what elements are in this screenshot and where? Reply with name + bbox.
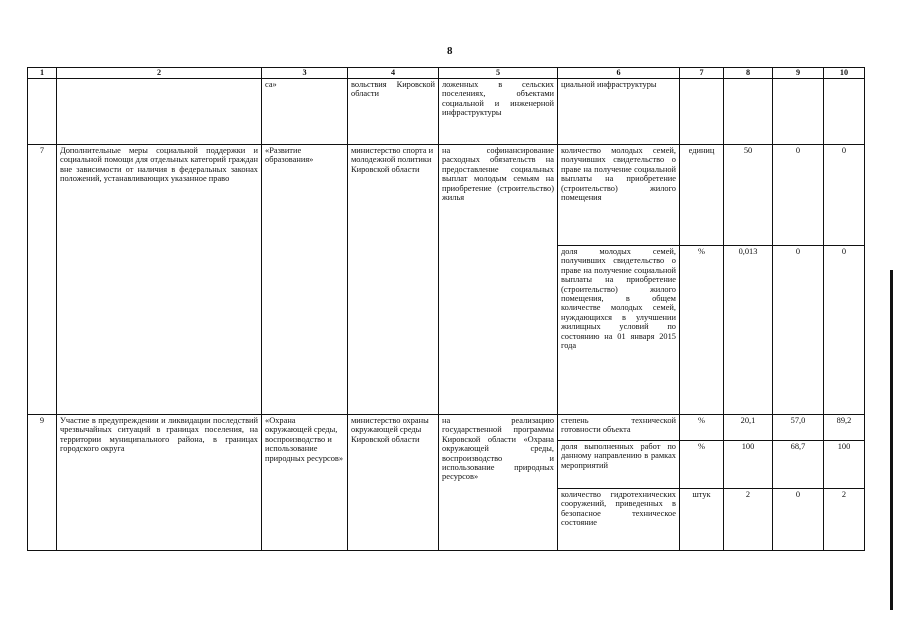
col-header: 8 [724,68,773,79]
header-row [28,68,865,79]
value-cell: 100 [724,441,773,489]
indicator-name: доля выполненных работ по данному направлению в рамках мероприятий [558,441,680,489]
indicator-name: доля молодых семей, получивших свидетельство о праве на получение социальной выплаты на приобретение (строительство) жилого помещения, в общем количестве молодых семей, нуждающихся в улучшении жилищных условий по состоянию на 01 января 2015 года [558,246,680,415]
program-cell: са» [262,79,348,145]
program-cell: «Развитие образования» [262,145,348,415]
unit-cell: % [680,246,724,415]
table-cell [773,79,824,145]
page-number: 8 [447,45,453,57]
value-cell: 89,2 [824,415,865,441]
col-header: 4 [348,68,439,79]
col-header: 1 [28,68,57,79]
task-cell: Участие в предупреждении и ликвидации последствий чрезвычайных ситуаций в границах поселения, на территории муниципального района, в границах городского округа [57,415,262,551]
executor-cell: министерство спорта и молодежной политики Кировской области [348,145,439,415]
indicator-name: количество молодых семей, получивших свидетельство о праве на получение социальной выплаты на приобретение (строительство) жилого помещения [558,145,680,246]
table-row [28,415,865,441]
purpose-cell: ложенных в сельских поселениях, объектами социальной и инженерной инфраструктуры [439,79,558,145]
value-cell: 100 [824,441,865,489]
col-header: 3 [262,68,348,79]
table-cell [680,79,724,145]
value-cell: 0 [773,145,824,246]
unit-cell: штук [680,489,724,551]
indicator-name: степень технической готовности объекта [558,415,680,441]
table-cell [724,79,773,145]
unit-cell: % [680,415,724,441]
row-number: 9 [28,415,57,551]
table-cell [28,79,57,145]
col-header: 9 [773,68,824,79]
value-cell: 57,0 [773,415,824,441]
value-cell: 20,1 [724,415,773,441]
col-header: 5 [439,68,558,79]
scan-edge-mark [890,270,893,610]
table-cell [824,79,865,145]
row-number: 7 [28,145,57,415]
continuation-row [28,79,865,145]
col-header: 7 [680,68,724,79]
indicator-cell: циальной инфраструктуры [558,79,680,145]
value-cell: 50 [724,145,773,246]
value-cell: 0 [824,145,865,246]
program-cell: «Охрана окружающей среды, воспроизводство и использование природных ресурсов» [262,415,348,551]
indicator-name: количество гидротехнических сооружений, приведенных в безопасное техническое состояние [558,489,680,551]
value-cell: 0 [824,246,865,415]
unit-cell: % [680,441,724,489]
value-cell: 0 [773,246,824,415]
col-header: 2 [57,68,262,79]
task-cell: Дополнительные меры социальной поддержки и социальной помощи для отдельных категорий граждан вне зависимости от наличия в федеральных законах положений, устанавливающих указанное право [57,145,262,415]
col-header: 10 [824,68,865,79]
purpose-cell: на софинансирование расходных обязательств на предоставление социальных выплат молодым семьям на приобретение (строительство) жилья [439,145,558,415]
col-header: 6 [558,68,680,79]
purpose-cell: на реализацию государственной программы Кировской области «Охрана окружающей среды, воспроизводство и использование природных ресурсов» [439,415,558,551]
value-cell: 2 [724,489,773,551]
table-row [28,145,865,246]
executor-cell: министерство охраны окружающей среды Кировской области [348,415,439,551]
indicators-table [27,67,865,551]
value-cell: 68,7 [773,441,824,489]
value-cell: 0,013 [724,246,773,415]
unit-cell: единиц [680,145,724,246]
value-cell: 2 [824,489,865,551]
executor-cell: вольствия Кировской области [348,79,439,145]
value-cell: 0 [773,489,824,551]
table-cell [57,79,262,145]
